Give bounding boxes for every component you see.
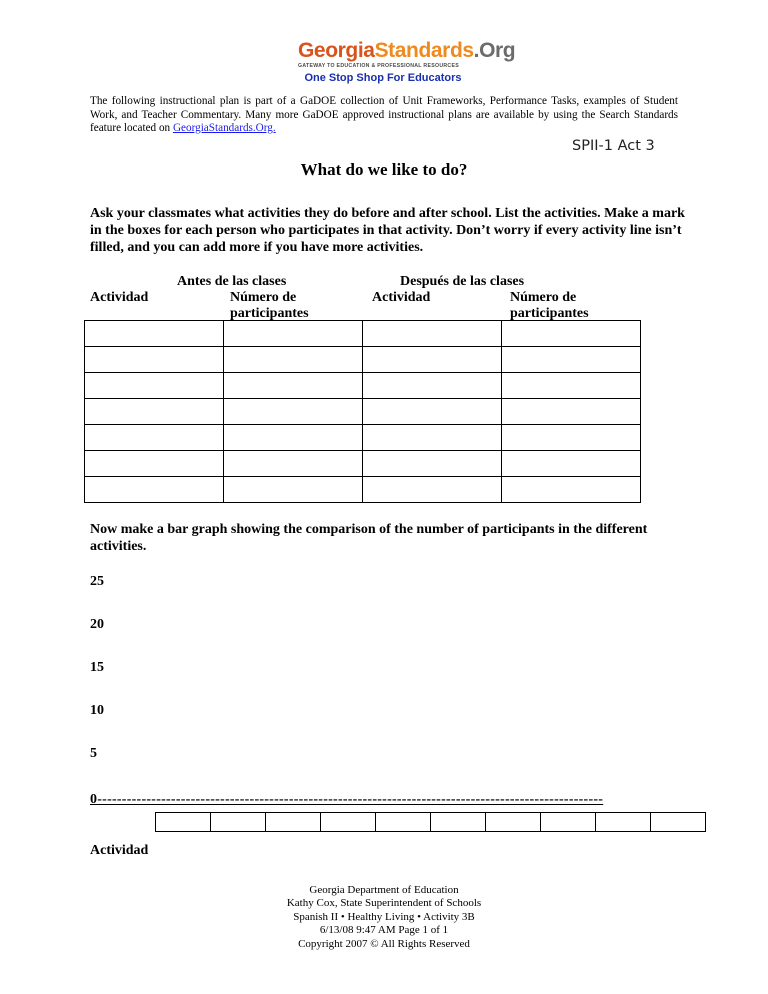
before-activity-column-header: Actividad <box>90 290 149 305</box>
participants-header-line2: participantes <box>230 306 309 321</box>
activity-label-box[interactable] <box>156 813 211 831</box>
table-cell[interactable] <box>224 451 363 477</box>
after-participants-column-header <box>510 290 589 322</box>
table-cell[interactable] <box>224 399 363 425</box>
logo-tagline: GATEWAY TO EDUCATION & PROFESSIONAL RESOURCES <box>298 63 459 69</box>
table-cell[interactable] <box>85 373 224 399</box>
page-footer <box>0 884 768 951</box>
activity-label-box[interactable] <box>596 813 651 831</box>
activity-label-boxes <box>155 812 706 832</box>
before-class-header: Antes de las clases <box>177 274 287 289</box>
logo-standards: Standards <box>374 39 474 62</box>
footer-copyright: Copyright 2007 © All Rights Reserved <box>298 937 470 950</box>
participants-header-line1: Número de <box>230 290 297 305</box>
activity-label-box[interactable] <box>541 813 596 831</box>
intro-paragraph <box>90 95 678 136</box>
activity-label-box[interactable] <box>211 813 266 831</box>
georgiastandards-logo <box>298 39 516 72</box>
footer-department: Georgia Department of Education <box>309 884 459 896</box>
table-cell[interactable] <box>363 425 502 451</box>
activity-instructions: Ask your classmates what activities they do before and after school. List the activities. Make a mark in the boxes for each person who participates in that activity. Don’t worry if every activity line isn’t filled, and you can add more if you have more activities. <box>90 206 685 255</box>
activity-label-box[interactable] <box>321 813 376 831</box>
table-cell[interactable] <box>502 425 641 451</box>
table-cell[interactable] <box>224 347 363 373</box>
footer-date-page: 6/13/08 9:47 AM Page 1 of 1 <box>319 924 449 937</box>
page-title: What do we like to do? <box>300 160 468 179</box>
y-tick-15: 15 <box>90 660 104 675</box>
table-row <box>85 425 641 451</box>
table-cell[interactable] <box>224 477 363 503</box>
logo-georgia: Georgia <box>298 39 375 62</box>
activity-label-box[interactable] <box>431 813 486 831</box>
table-cell[interactable] <box>363 399 502 425</box>
y-tick-10: 10 <box>90 703 104 718</box>
table-cell[interactable] <box>224 425 363 451</box>
activity-label-box[interactable] <box>486 813 541 831</box>
footer-superintendent: Kathy Cox, State Superintendent of Schools <box>286 897 482 910</box>
activity-label-box[interactable] <box>266 813 321 831</box>
activities-table <box>84 320 641 503</box>
activity-label-box[interactable] <box>651 813 705 831</box>
table-cell[interactable] <box>502 399 641 425</box>
table-row <box>85 321 641 347</box>
table-row <box>85 347 641 373</box>
table-cell[interactable] <box>85 321 224 347</box>
table-cell[interactable] <box>363 451 502 477</box>
table-cell[interactable] <box>363 477 502 503</box>
y-tick-5: 5 <box>90 746 97 761</box>
table-cell[interactable] <box>85 425 224 451</box>
georgiastandards-link[interactable]: GeorgiaStandards.Org. <box>172 122 276 134</box>
participants-header-line1: Número de <box>510 290 577 305</box>
graph-instructions: Now make a bar graph showing the comparison of the number of participants in the different activities. <box>90 522 648 554</box>
logo-org: .Org <box>473 39 516 62</box>
participants-header-line2: participantes <box>510 306 589 321</box>
graph-x-label: Actividad <box>90 843 149 858</box>
table-row <box>85 373 641 399</box>
logo-wordmark <box>298 39 516 62</box>
table-row <box>85 477 641 503</box>
table-cell[interactable] <box>85 451 224 477</box>
table-cell[interactable] <box>224 373 363 399</box>
y-tick-25: 25 <box>90 574 104 589</box>
activities-table-body <box>85 321 641 503</box>
after-activity-column-header: Actividad <box>372 290 431 305</box>
after-class-header: Después de las clases <box>400 274 525 289</box>
table-cell[interactable] <box>502 321 641 347</box>
table-cell[interactable] <box>502 451 641 477</box>
table-cell[interactable] <box>363 373 502 399</box>
graph-zero-axis-line: 0------------------------------------------------------------------------------------------------------- <box>90 792 604 807</box>
activity-label-box[interactable] <box>376 813 431 831</box>
table-row <box>85 451 641 477</box>
table-cell[interactable] <box>363 321 502 347</box>
table-cell[interactable] <box>363 347 502 373</box>
table-cell[interactable] <box>85 399 224 425</box>
footer-course: Spanish II • Healthy Living • Activity 3B <box>293 910 475 923</box>
table-cell[interactable] <box>224 321 363 347</box>
table-cell[interactable] <box>85 347 224 373</box>
activity-code: SPII-1 Act 3 <box>572 138 655 154</box>
table-cell[interactable] <box>85 477 224 503</box>
before-participants-column-header <box>230 290 309 322</box>
table-cell[interactable] <box>502 347 641 373</box>
y-tick-20: 20 <box>90 617 104 632</box>
logo-slogan: One Stop Shop For Educators <box>304 72 462 84</box>
intro-text: The following instructional plan is part of a GaDOE collection of Unit Frameworks, Performance Tasks, examples of Student Work, and Teacher Commentary. Many more GaDOE approved instructional plans are available by using the Search Standards feature located on <box>90 95 678 134</box>
table-cell[interactable] <box>502 373 641 399</box>
table-row <box>85 399 641 425</box>
table-cell[interactable] <box>502 477 641 503</box>
